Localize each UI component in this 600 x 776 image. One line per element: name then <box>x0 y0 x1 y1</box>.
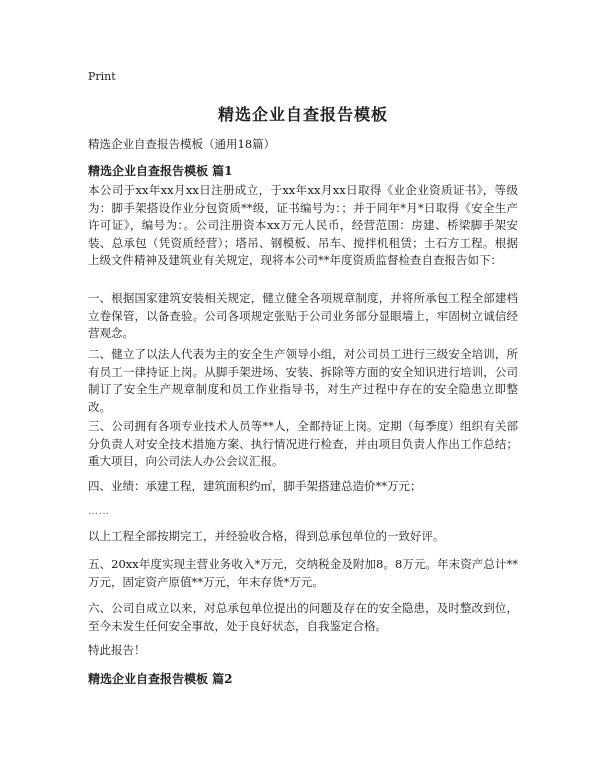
paragraph-item-4: 四、业绩：承建工程，建筑面积约㎡，脚手架搭建总造价**万元； <box>88 479 422 493</box>
document-subtitle: 精选企业自查报告模板（通用18篇） <box>88 137 276 151</box>
paragraph-completion: 以上工程全部按期完工，并经验收合格，得到总承包单位的一致好评。 <box>88 529 445 543</box>
ellipsis: …… <box>88 506 110 517</box>
paragraph-item-5: 五、20xx年度实现主营业务收入*万元，交纳税金及附加8。8万元。年末资产总计**万元，固定资产原值**万元，年末存货*万元。 <box>88 557 518 589</box>
document-title: 精选企业自查报告模板 <box>217 105 388 124</box>
paragraph-item-1: 一、根据国家建筑安装相关规定，健立健全各项规章制度，并将所承包工程全部建档立卷保管，以备查验。公司各项规定张贴于公司业务部分显眼墙上，牢固树立诚信经营观念。 <box>88 291 518 340</box>
paragraph-item-3: 三、公司拥有各项专业技术人员等**人，全都持证上岗。定期（每季度）组织有关部分负责人对安全技术措施方案、执行情况进行检查，并由项目负责人作出工作总结；重大项目，向公司法人办公会议汇报。 <box>88 419 518 468</box>
paragraph-closing: 特此报告！ <box>88 643 146 657</box>
paragraph-intro: 本公司于xx年xx月xx日注册成立，于xx年xx月xx日取得《业企业资质证书》，等级为：脚手架搭设作业分包资质**级，证书编号为：；并于同年*月*日取得《安全生产许可证》，编号为：。公司注册资本xx万元人民币，经营范围：房建、桥梁脚手架安装、总承包（凭资质经营）；塔吊、钢模板、吊车、搅拌机租赁；土石方工程。根据上级文件精神及建筑业有关规定，现将本公司**年度资质监督检查自查报告如下： <box>88 183 518 267</box>
section-heading-1: 精选企业自查报告模板 篇1 <box>88 164 233 178</box>
section-heading-2: 精选企业自查报告模板 篇2 <box>88 672 233 686</box>
print-label[interactable]: Print <box>88 70 116 83</box>
paragraph-item-2: 二、健立了以法人代表为主的安全生产领导小组，对公司员工进行三级安全培训，所有员工一律持证上岗。从脚手架进场、安装、拆除等方面的安全知识进行培训，公司制订了安全生产规章制度和员工作业指导书，对生产过程中存在的安全隐患立即整改。 <box>88 347 518 414</box>
paragraph-item-6: 六、公司自成立以来，对总承包单位提出的问题及存在的安全隐患，及时整改到位，至今未发生任何安全事故，处于良好状态，自我鉴定合格。 <box>88 601 518 633</box>
